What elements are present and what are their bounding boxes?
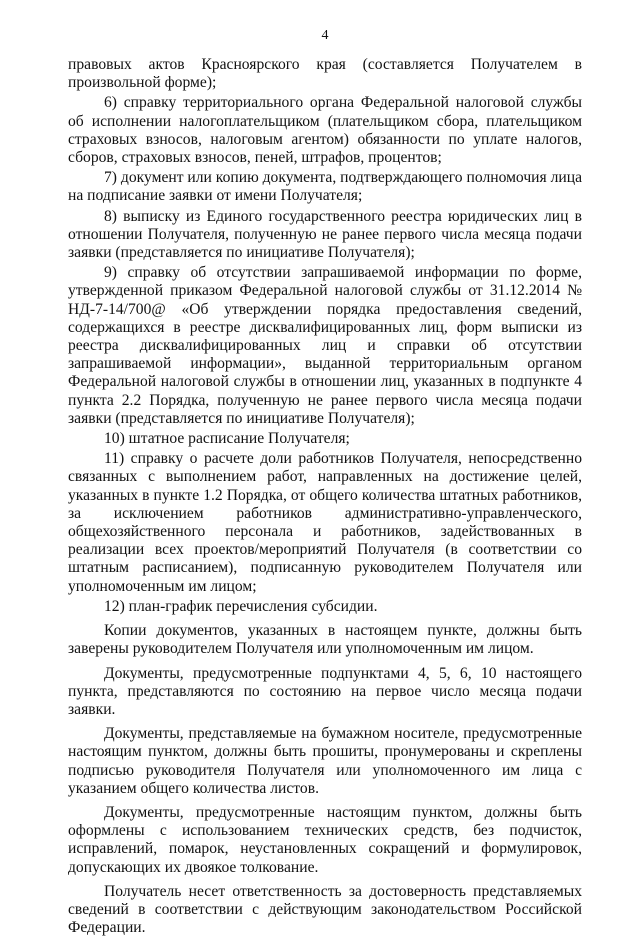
paragraph: 12) план-график перечисления субсидии. — [104, 597, 378, 615]
paragraph: Документы, представляемые на бумажном носителе, предусмотренные настоящим пунктом, должны быть прошиты, пронумерованы и скреплены подписью руководителя Получателя или уполномоченного им лица с указанием общего количества листов. — [68, 725, 582, 797]
paragraph: Документы, предусмотренные подпунктами 4, 5, 6, 10 настоящего пункта, представляются по состоянию на первое число месяца подачи заявки. — [68, 664, 582, 718]
paragraph: Документы, предусмотренные настоящим пунктом, должны быть оформлены с использованием технических средств, без подчисток, исправлений, помарок, неустановленных сокращений и формулировок, допускающих их двоякое толкование. — [68, 803, 582, 876]
paragraph: Копии документов, указанных в настоящем пункте, должны быть заверены руководителем Получателя или уполномоченным им лицом. — [68, 622, 582, 658]
paragraph: правовых актов Красноярского края (составляется Получателем в произвольной форме); — [68, 56, 582, 92]
paragraph: 6) справку территориального органа Федеральной налоговой службы об исполнении налогоплательщиком (плательщиком сбора, плательщиком страховых взносов, налоговым агентом) обязанности по уплате налогов, сборов, страховых взносов, пеней, штрафов, процентов; — [68, 94, 582, 167]
page-number: 4 — [321, 28, 329, 43]
paragraph: Получатель несет ответственность за достоверность представляемых сведений в соответствии с действующим законодательством Российской Федерации. — [68, 882, 582, 937]
paragraph: 10) штатное расписание Получателя; — [104, 430, 350, 448]
document-body — [68, 56, 582, 937]
paragraph: 7) документ или копию документа, подтверждающего полномочия лица на подписание заявки от имени Получателя; — [68, 169, 582, 205]
paragraph: 8) выписку из Единого государственного реестра юридических лиц в отношении Получателя, полученную не ранее первого числа месяца подачи заявки (представляется по инициативе Получателя); — [68, 207, 582, 262]
paragraph: 9) справку об отсутствии запрашиваемой информации по форме, утвержденной приказом Федеральной налоговой службы от 31.12.2014 № НД-7-14/700@ «Об утверждении порядка предоставления сведений, содержащихся в реестре дисквалифицированных лиц, форм выписки из реестра дисквалифицированных лиц и справки об отсутствии запрашиваемой информации», выданной территориальным органом Федеральной налоговой службы в отношении лиц, указанных в подпункте 4 пункта 2.2 Порядка, полученную не ранее первого числа месяца подачи заявки (представляется по инициативе Получателя); — [68, 264, 582, 427]
paragraph: 11) справку о расчете доли работников Получателя, непосредственно связанных с выполнением работ, направленных на достижение целей, указанных в пункте 1.2 Порядка, от общего количества штатных работников, за исключением работников административно-управленческого, общехозяйственного персонала и работников, задействованных в реализации всех проектов/мероприятий Получателя (в соответствии со штатным расписанием), подписанную руководителем Получателя или уполномоченным им лицом; — [68, 450, 582, 595]
